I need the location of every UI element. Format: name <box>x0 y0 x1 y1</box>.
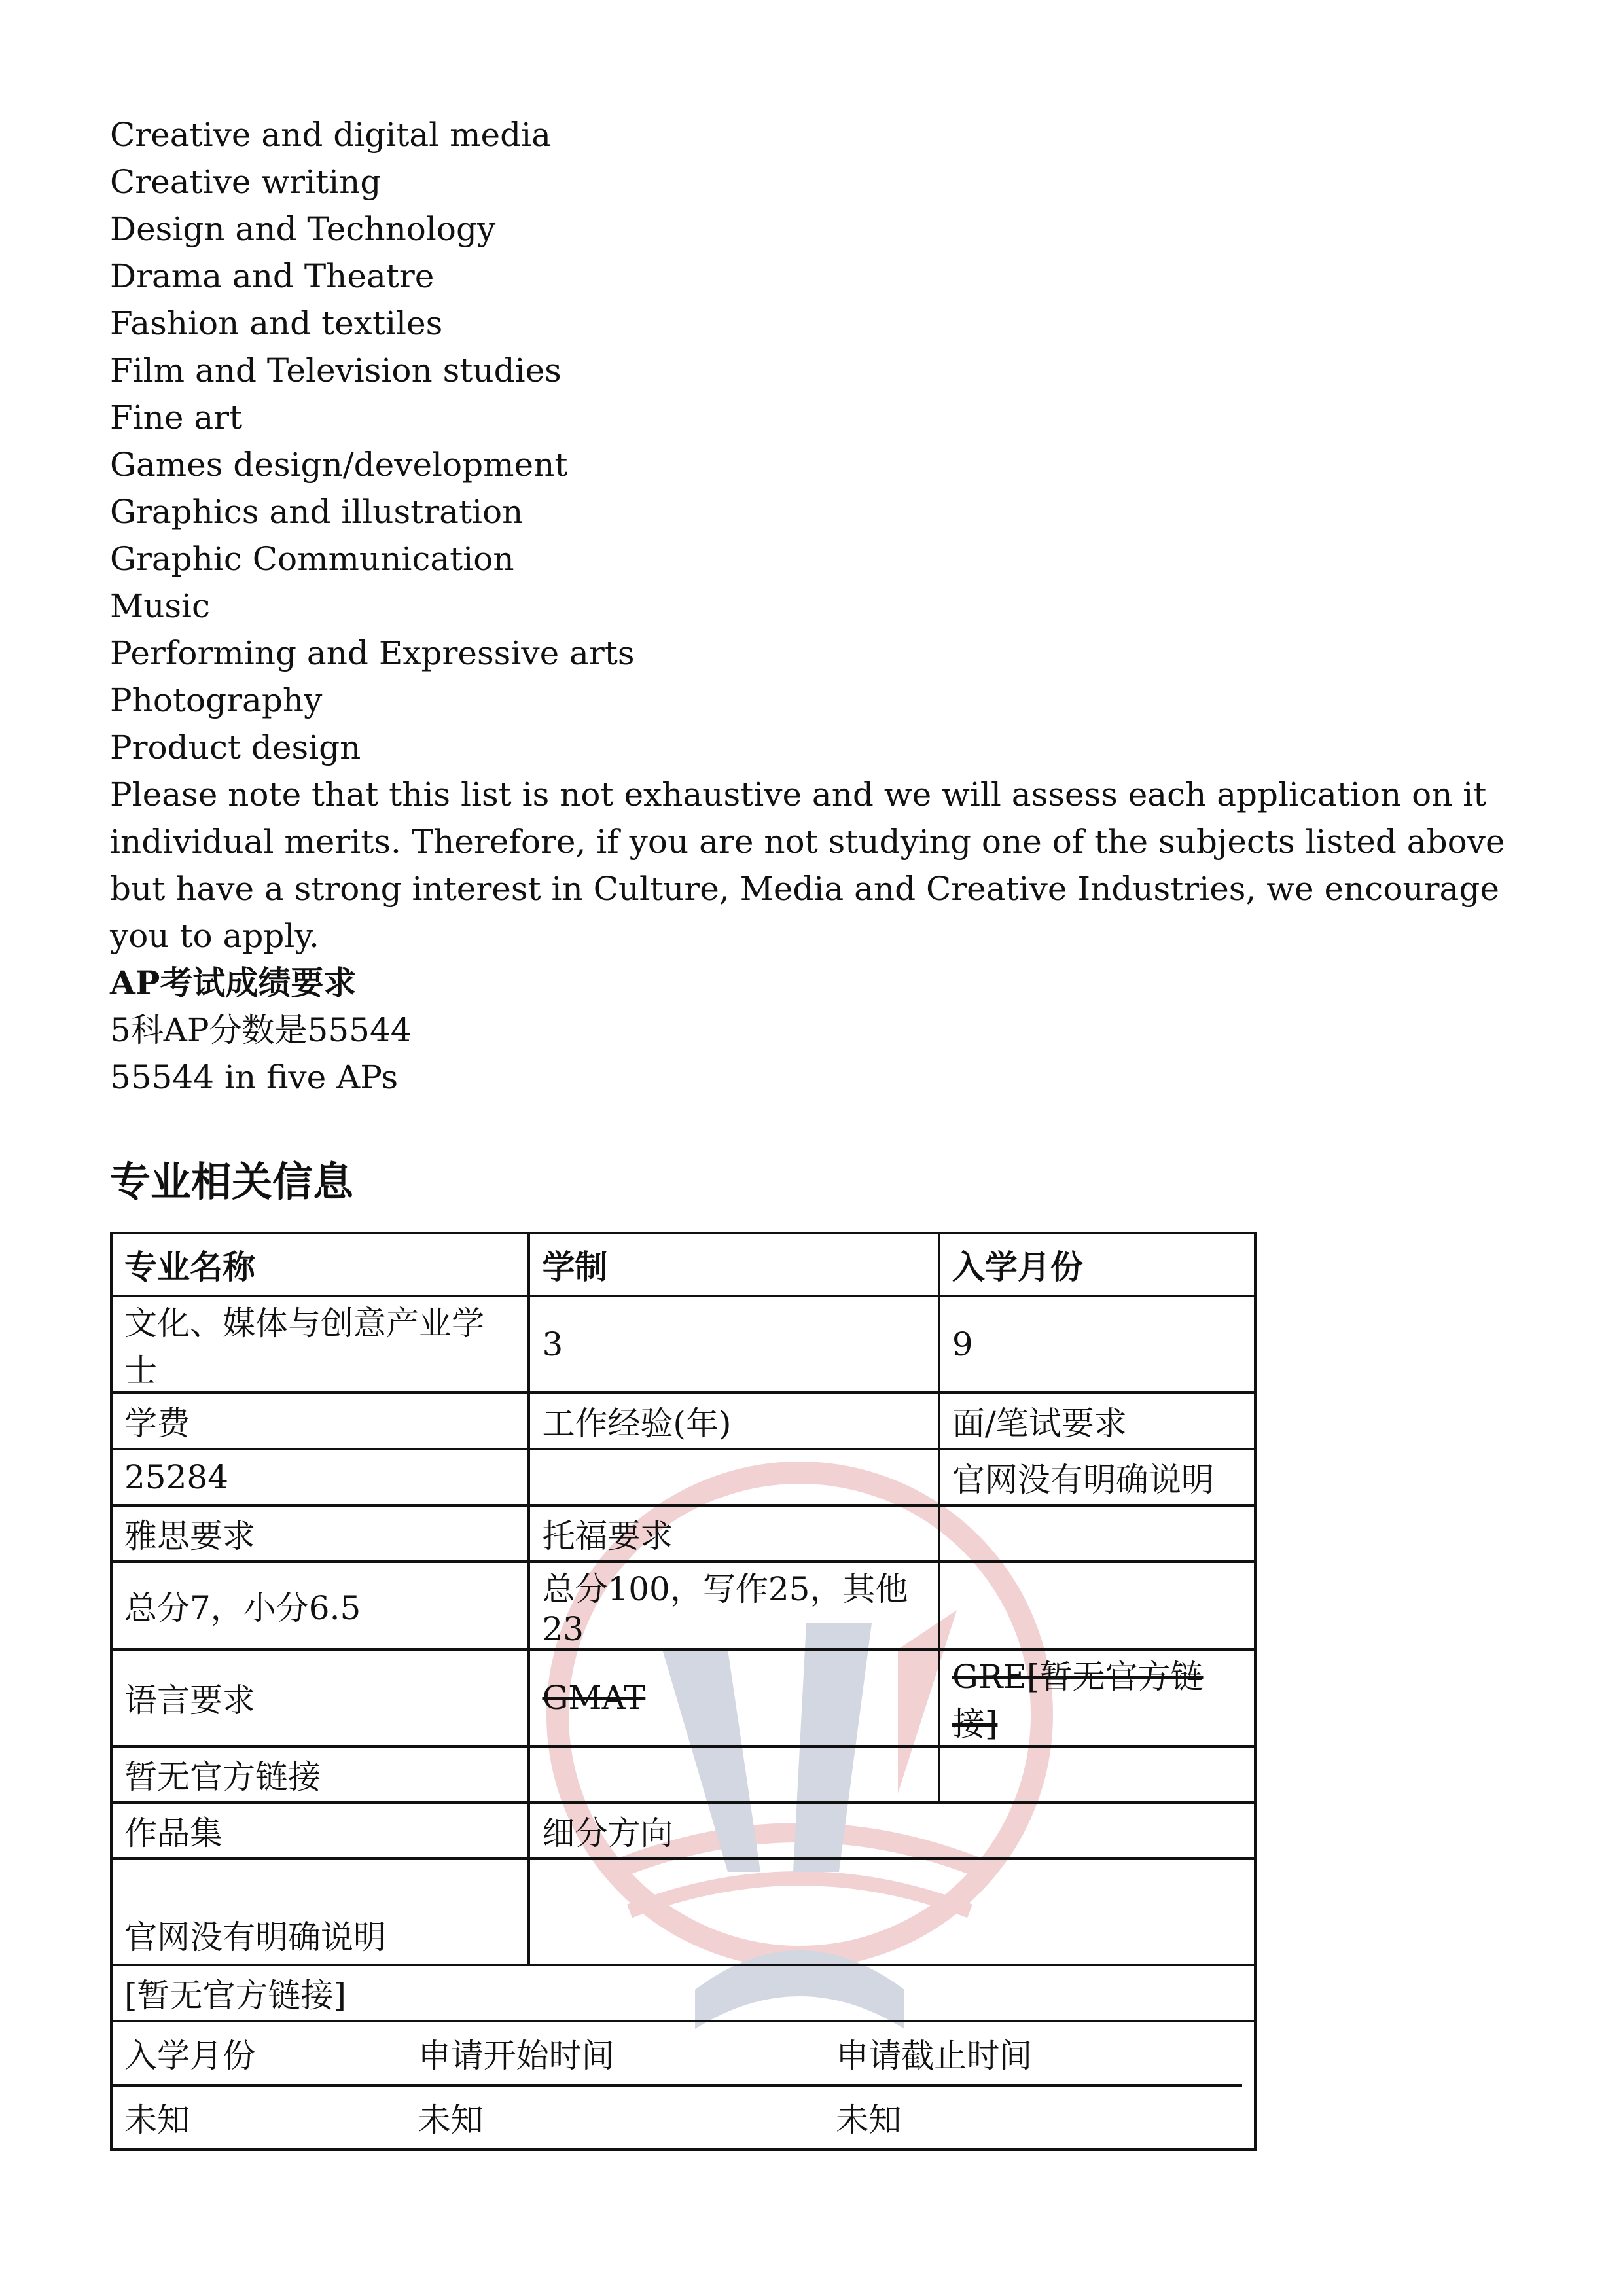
label-direction: 细分方向 <box>529 1803 1255 1859</box>
subject-item: Performing and Expressive arts <box>110 634 635 672</box>
program-name: 文化、媒体与创意产业学士 <box>111 1296 529 1393</box>
label-interview: 面/笔试要求 <box>939 1393 1255 1449</box>
work-experience-value <box>529 1449 938 1505</box>
toefl-value: 总分100，写作25，其他23 <box>529 1562 938 1649</box>
document-body <box>110 111 1517 1208</box>
dates-value-row <box>113 2085 1242 2148</box>
official-link: [暂无官方链接] <box>111 1965 1255 2021</box>
language-link-value: 暂无官方链接 <box>111 1746 529 1803</box>
table-row <box>111 1505 1255 1562</box>
header-duration: 学制 <box>529 1233 938 1296</box>
program-info-table <box>110 1232 1257 2151</box>
subject-item: Music <box>110 587 211 625</box>
interview-value: 官网没有明确说明 <box>939 1449 1255 1505</box>
table-row <box>111 1965 1255 2021</box>
label-work-experience: 工作经验(年) <box>529 1393 938 1449</box>
intake-month: 9 <box>939 1296 1255 1393</box>
subject-item: Creative writing <box>110 163 382 201</box>
table-row <box>111 1233 1255 1296</box>
subject-item: Graphic Communication <box>110 540 514 578</box>
dates-start-value: 未知 <box>418 2101 484 2139</box>
table-row <box>111 1393 1255 1449</box>
table-row <box>111 1746 1255 1803</box>
subject-item: Fine art <box>110 399 243 437</box>
ielts-value: 总分7，小分6.5 <box>111 1562 529 1649</box>
subject-item: Product design <box>110 728 361 766</box>
empty-cell <box>939 1505 1255 1562</box>
table-row <box>111 1296 1255 1393</box>
direction-value <box>529 1859 1255 1965</box>
empty-cell <box>939 1562 1255 1649</box>
label-portfolio: 作品集 <box>111 1803 529 1859</box>
dates-header-end: 申请截止时间 <box>824 2022 1242 2085</box>
label-gre: GRE[暂无官方链接] <box>939 1649 1255 1746</box>
application-dates-table <box>113 2022 1242 2148</box>
label-gmat: GMAT <box>529 1649 938 1746</box>
table-row <box>111 1449 1255 1505</box>
dates-header-row <box>113 2022 1242 2085</box>
label-ielts: 雅思要求 <box>111 1505 529 1562</box>
table-row <box>111 1803 1255 1859</box>
subject-item: Film and Television studies <box>110 351 562 389</box>
table-row <box>111 1859 1255 1965</box>
dates-month-value: 未知 <box>124 2101 190 2139</box>
subject-item: Design and Technology <box>110 210 496 248</box>
table-row <box>111 2021 1255 2149</box>
label-tuition: 学费 <box>111 1393 529 1449</box>
ap-heading: AP考试成绩要求 <box>110 963 357 1002</box>
table-row <box>111 1562 1255 1649</box>
subject-item: Photography <box>110 681 323 719</box>
label-language: 语言要求 <box>111 1649 529 1746</box>
subject-item: Fashion and textiles <box>110 304 443 342</box>
subject-item: Drama and Theatre <box>110 257 435 295</box>
subject-item: Creative and digital media <box>110 116 551 154</box>
dates-end-value: 未知 <box>836 2101 902 2139</box>
application-dates-cell <box>111 2021 1255 2149</box>
program-duration: 3 <box>529 1296 938 1393</box>
table-row <box>111 1649 1255 1746</box>
ap-requirement-en: 55544 in five APs <box>110 1058 399 1096</box>
label-toefl: 托福要求 <box>529 1505 938 1562</box>
empty-cell <box>939 1746 1255 1803</box>
header-program-name: 专业名称 <box>111 1233 529 1296</box>
subject-item: Games design/development <box>110 446 568 484</box>
empty-cell <box>529 1746 938 1803</box>
subject-item: Graphics and illustration <box>110 493 524 531</box>
dates-header-start: 申请开始时间 <box>406 2022 825 2085</box>
section-title: 专业相关信息 <box>110 1158 354 1206</box>
portfolio-value: 官网没有明确说明 <box>111 1859 529 1965</box>
tuition-value: 25284 <box>111 1449 529 1505</box>
ap-requirement-zh: 5科AP分数是55544 <box>110 1011 412 1049</box>
dates-header-month: 入学月份 <box>113 2022 406 2085</box>
header-intake-month: 入学月份 <box>939 1233 1255 1296</box>
note-paragraph: Please note that this list is not exhaustive and we will assess each application on it individual merits. Therefore, if you are not studying one of the subjects listed above but have a strong interest in Culture, Media and Creative Industries, we encourage you to apply. <box>110 776 1505 955</box>
